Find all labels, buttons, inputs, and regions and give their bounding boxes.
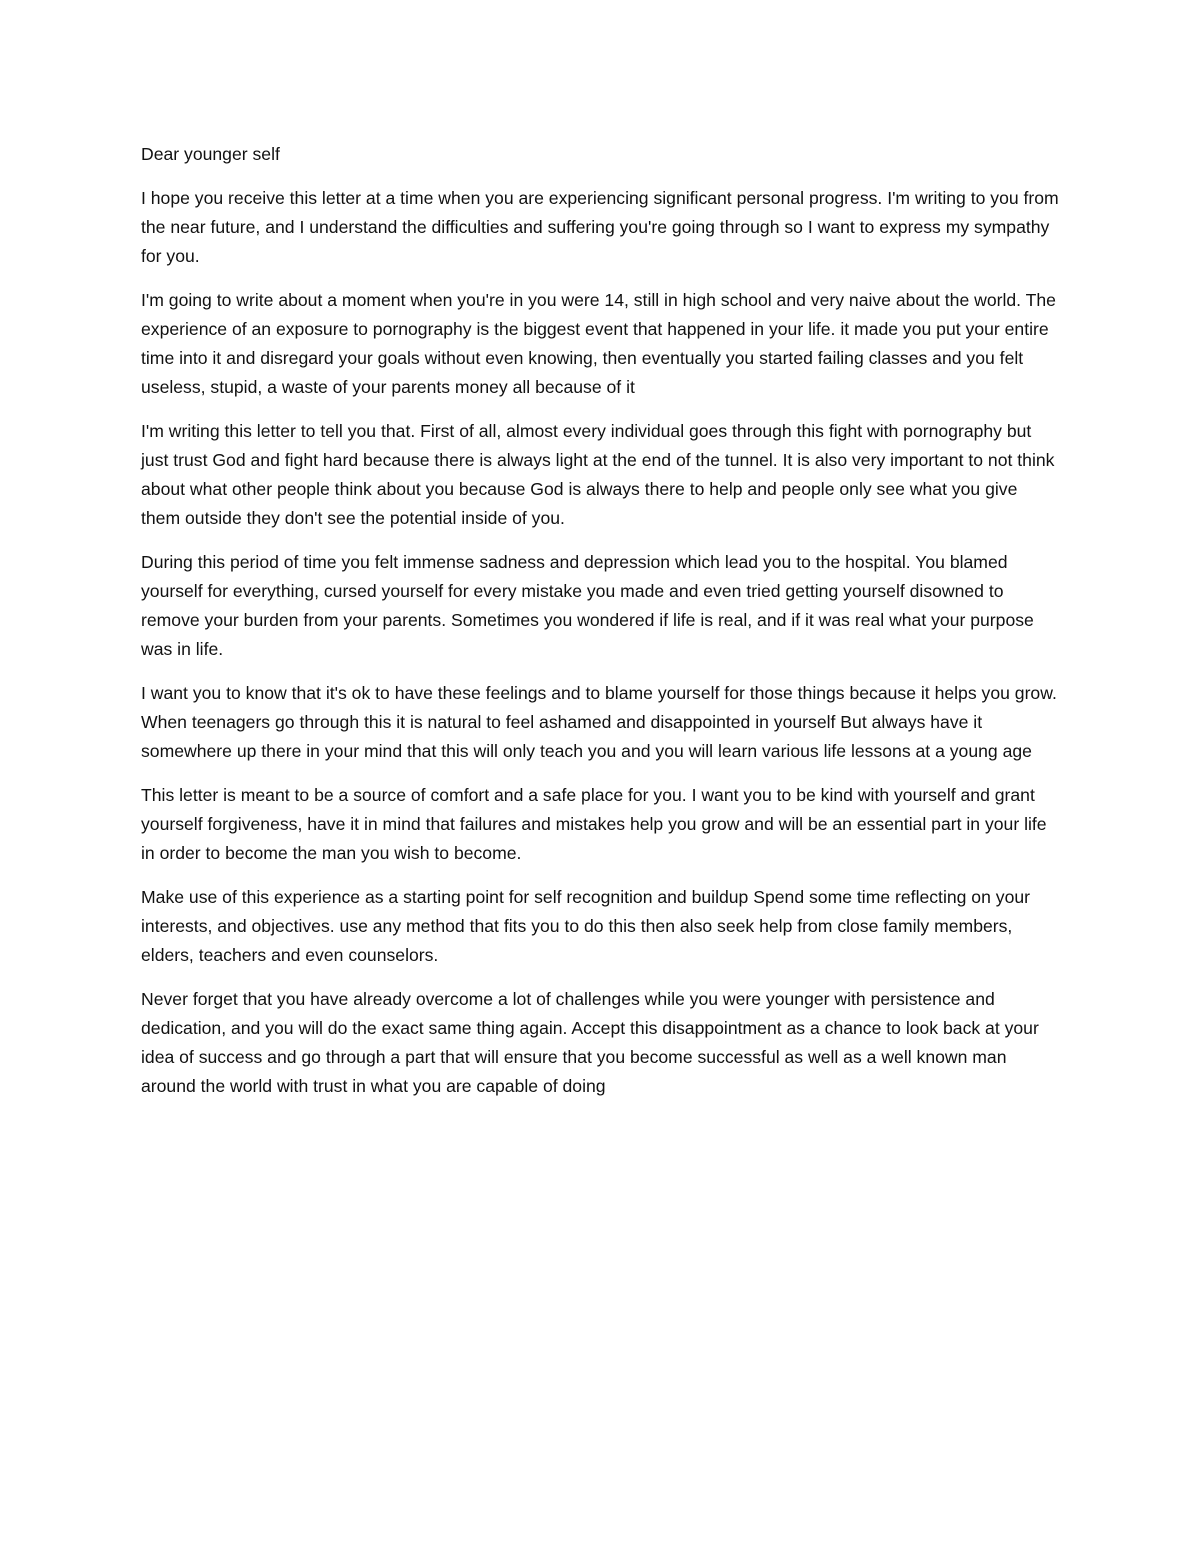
letter-paragraph-1: I hope you receive this letter at a time when you are experiencing significant personal progress. I'm writing to you from the near future, and I understand the difficulties and suffering you're going through so I want to express my sympathy for you. bbox=[141, 188, 1059, 266]
letter-paragraph-8: Never forget that you have already overcome a lot of challenges while you were younger with persistence and dedication, and you will do the exact same thing again. Accept this disappointment as a chance to look back at your idea of success and go through a part that will ensure that you become successful as well as a well known man around the world with trust in what you are capable of doing bbox=[141, 989, 1039, 1096]
letter-salutation: Dear younger self bbox=[141, 144, 280, 164]
letter-paragraph-3: I'm writing this letter to tell you that. First of all, almost every individual goes through this fight with pornography but just trust God and fight hard because there is always light at the end of the tunnel. It is also very important to not think about what other people think about you because God is always there to help and people only see what you give them outside they don't see the potential inside of you. bbox=[141, 421, 1055, 528]
letter-paragraph-7: Make use of this experience as a starting point for self recognition and buildup Spend some time reflecting on your interests, and objectives. use any method that fits you to do this then also seek help from close family members, elders, teachers and even counselors. bbox=[141, 887, 1030, 965]
letter-body bbox=[141, 140, 1061, 1116]
letter-paragraph-6: This letter is meant to be a source of comfort and a safe place for you. I want you to be kind with yourself and grant yourself forgiveness, have it in mind that failures and mistakes help you grow and will be an essential part in your life in order to become the man you wish to become. bbox=[141, 785, 1047, 863]
letter-paragraph-2: I'm going to write about a moment when you're in you were 14, still in high school and very naive about the world. The experience of an exposure to pornography is the biggest event that happened in your life. it made you put your entire time into it and disregard your goals without even knowing, then eventually you started failing classes and you felt useless, stupid, a waste of your parents money all because of it bbox=[141, 290, 1056, 397]
letter-paragraph-4: During this period of time you felt immense sadness and depression which lead you to the hospital. You blamed yourself for everything, cursed yourself for every mistake you made and even tried getting yourself disowned to remove your burden from your parents. Sometimes you wondered if life is real, and if it was real what your purpose was in life. bbox=[141, 552, 1034, 659]
letter-paragraph-5: I want you to know that it's ok to have these feelings and to blame yourself for those things because it helps you grow. When teenagers go through this it is natural to feel ashamed and disappointed in yourself But always have it somewhere up there in your mind that this will only teach you and you will learn various life lessons at a young age bbox=[141, 683, 1057, 761]
